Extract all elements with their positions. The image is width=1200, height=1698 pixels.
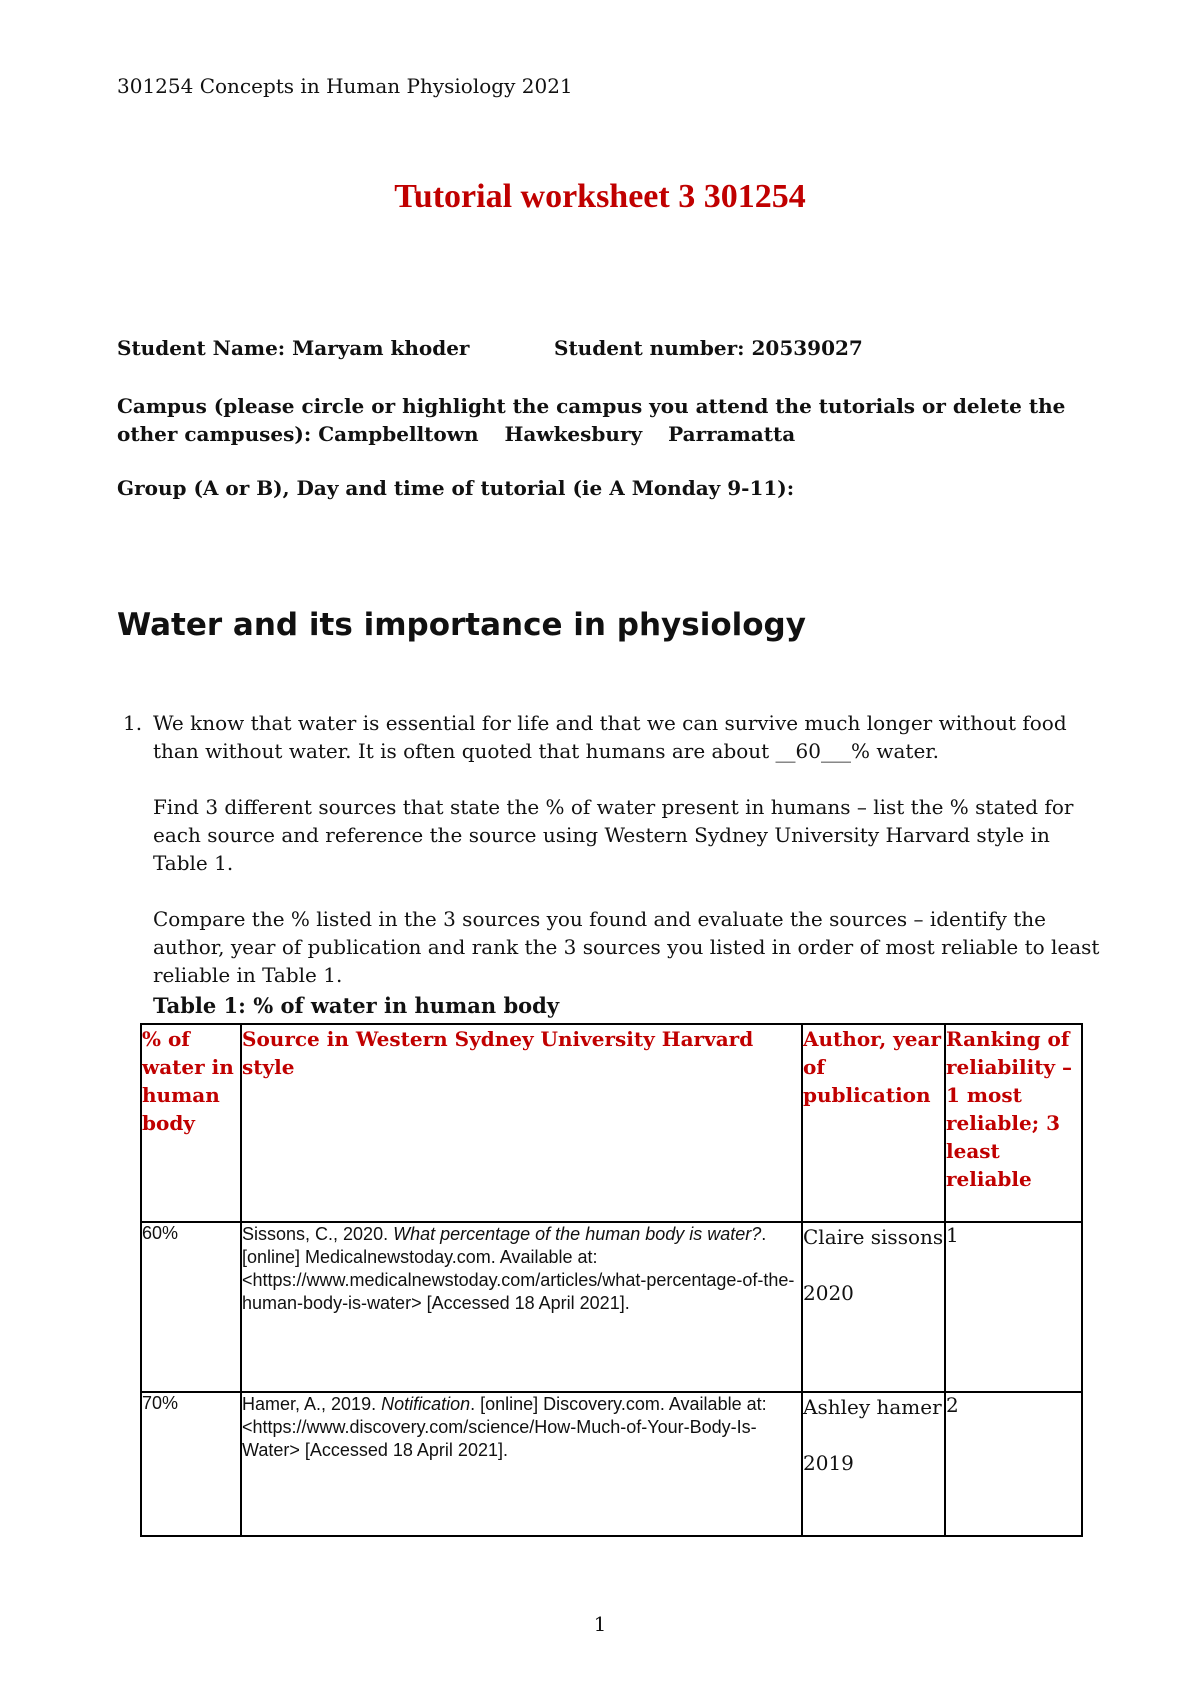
percent-cell: 60% [141,1222,241,1392]
campus-option-hawkesbury: Hawkesbury [504,422,643,446]
water-table [140,1023,1083,1537]
campus-option-parramatta: Parramatta [668,422,796,446]
percent-cell: 70% [141,1392,241,1536]
table-header-row [141,1024,1082,1222]
header-ranking: Ranking of reliability – 1 most reliable; 3 least reliable [945,1024,1082,1222]
source-author-year: Hamer, A., 2019. [242,1394,382,1414]
source-cell [241,1222,802,1392]
author-cell [802,1222,945,1392]
student-name: Student Name: Maryam khoder [117,336,470,360]
header-source: Source in Western Sydney University Harvard style [241,1024,802,1222]
header-author: Author, year of publication [802,1024,945,1222]
section-heading: Water and its importance in physiology [117,607,806,643]
rank-cell: 1 [945,1222,1082,1392]
source-author-year: Sissons, C., 2020. [242,1224,394,1244]
question-paragraph-3: Compare the % listed in the 3 sources you found and evaluate the sources – identify the author, year of publication and rank the 3 sources you listed in order of most reliable to least reliable in Table 1. [153,907,1100,987]
source-details: . [online] Medicalnewstoday.com. Available at: <https://www.medicalnewstoday.com/articles/what-percentage-of-the-human-body-is-water> [Accessed 18 April 2021]. [242,1224,795,1313]
source-cell [241,1392,802,1536]
table-row [141,1222,1082,1392]
question-1 [123,709,1103,989]
table-caption: Table 1: % of water in human body [153,993,560,1018]
publication-year: 2020 [803,1281,854,1305]
page-number: 1 [593,1612,607,1636]
author-cell [802,1392,945,1536]
running-header: 301254 Concepts in Human Physiology 2021 [117,74,573,98]
author-name: Claire sissons [803,1225,944,1249]
publication-year: 2019 [803,1451,854,1475]
source-title: Notification [381,1394,471,1414]
campus-prefix: Campus (please circle or highlight the campus you attend the tutorials or delete the other campuses): [117,394,1066,446]
rank-cell: 2 [945,1392,1082,1536]
question-paragraph-2: Find 3 different sources that state the % of water present in humans – list the % stated for each source and reference the source using Western Sydney University Harvard style in Table 1. [153,795,1074,875]
header-percent: % of water in human body [141,1024,241,1222]
question-number: 1. [123,711,143,735]
author-name: Ashley hamer [803,1395,942,1419]
group-line: Group (A or B), Day and time of tutorial (ie A Monday 9-11): [117,476,795,500]
campus-option-campbelltown: Campbelltown [318,422,479,446]
question-paragraph-1: We know that water is essential for life and that we can survive much longer without food than without water. It is often quoted that humans are about __60___% water. [153,711,1067,763]
source-details: . [online] Discovery.com. Available at: <https://www.discovery.com/science/How-Much-of-Your-Body-Is-Water> [Accessed 18 April 2021]. [242,1394,767,1460]
campus-line [117,392,1077,448]
table-row [141,1392,1082,1536]
source-title: What percentage of the human body is water? [393,1224,762,1244]
student-number: Student number: 20539027 [554,336,863,360]
page-title: Tutorial worksheet 3 301254 [394,178,806,215]
